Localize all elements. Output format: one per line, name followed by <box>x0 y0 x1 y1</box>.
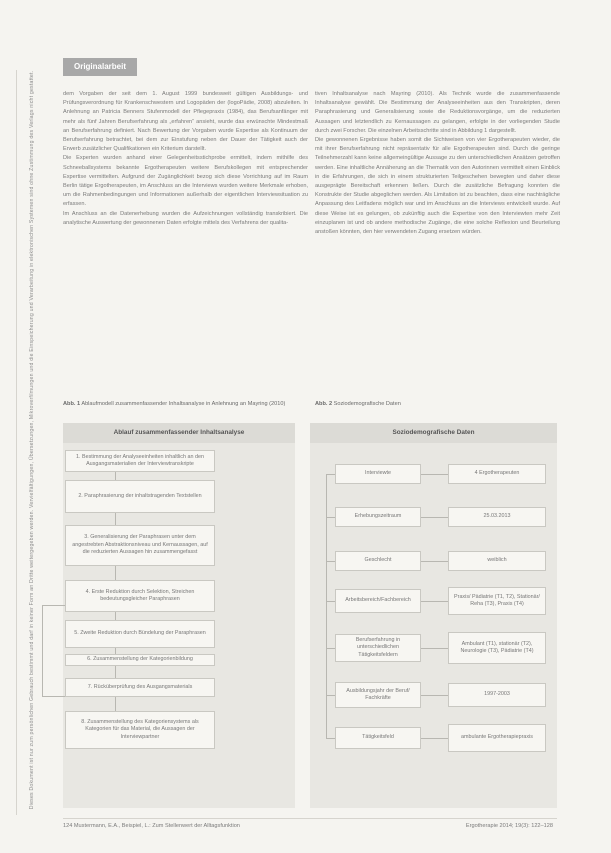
figure-label: Abb. 1 <box>63 401 81 407</box>
feedback-loop <box>42 696 65 697</box>
footer-rule <box>63 818 557 819</box>
flow-connector <box>115 513 116 525</box>
footer-journal: Ergotherapie 2014; 19(3): 122–128 <box>465 823 553 829</box>
demographic-value: 1997-2003 <box>448 683 546 707</box>
flowchart-title: Ablauf zusammenfassender Inhaltsanalyse <box>63 423 295 443</box>
demographic-label: Tätigkeitsfeld <box>335 727 421 749</box>
demographic-value: weiblich <box>448 551 546 571</box>
demographic-label: Interviewte <box>335 464 421 484</box>
demographic-label: Erhebungszeitraum <box>335 507 421 527</box>
figure-caption-2 <box>315 400 555 408</box>
demographic-value: 4 Ergotherapeuten <box>448 464 546 484</box>
flow-step-3: 3. Generalisierung der Paraphrasen unter dem angestrebten Abstraktionsniveau und Kernaussagen, auf die reduzierten Aussagen hin zusammengefasst <box>65 525 215 566</box>
figure-label: Abb. 2 <box>315 401 333 407</box>
body-column-left <box>63 90 308 228</box>
paragraph: Die Experten wurden anhand einer Gelegenheitsstichprobe ermittelt, indem mithilfe des Schneeballsystems bekannte Ergotherapeuten weitere Berufskollegen mit entsprechender Expertise vermittelten. Aufgrund der Zugänglichkeit bezog sich diese Vorrichtung auf im Raum Berlin tätige Ergotherapeuten, im Anschluss an die Interviews wurden weitere Merkmale erhoben, um die Rahmenbedingungen und Informationen außerhalb der eigentlichen Interviewsituation zu erfassen. <box>63 155 308 208</box>
demographic-value: 25.03.2013 <box>448 507 546 527</box>
section-tag: Originalarbeit <box>63 58 137 76</box>
feedback-loop <box>42 605 65 606</box>
body-column-right <box>315 90 560 237</box>
paragraph: dem Vorgaben der seit dem 1. August 1999 bundesweit gültigen Ausbildungs- und Prüfungsverordnung für Krankenschwestern und Logopäden der (logoPädie, 2008) abzuleiten. In Anlehnung an Patricia Benners Stufenmodell der Pflegepraxis (1984), das Berufsanfänger mit mehr als fünf Jahren Berufserfahrung als „erfahren“ ansieht, wurde das erwünschte Mindestmaß an Berufserfahrung definiert. Nach Bewertung der Vorgaben wurde Expertise als Kontinuum der Berufserfahrung betrachtet, bei dem zur Einstufung neben der Dauer der Tätigkeit auch der Erwerb zusätzlicher Qualifikationen ein Kriterium darstellt. <box>63 91 308 153</box>
demographic-value: ambulante Ergotherapiepraxis <box>448 724 546 752</box>
flow-step-4: 4. Erste Reduktion durch Selektion, Streichen bedeutungsgleicher Paraphrasen <box>65 580 215 612</box>
flow-connector <box>115 472 116 480</box>
flow-step-1: 1. Bestimmung der Analyseeinheiten inhaltlich an den Ausgangsmaterialien der Interviewtranskripte <box>65 450 215 472</box>
flow-step-8: 8. Zusammenstellung des Kategoriensystems als Kategorien für das Material, die Aussagen der Interviewpartner <box>65 711 215 749</box>
flow-step-5: 5. Zweite Reduktion durch Bündelung der Paraphrasen <box>65 620 215 648</box>
table-spine <box>326 474 327 738</box>
flow-connector <box>115 666 116 678</box>
demographics-title: Soziodemografische Daten <box>310 423 557 443</box>
flow-connector <box>115 566 116 580</box>
copyright-notice: Dieses Dokument ist nur zum persönlichen Gebrauch bestimmt und darf in keiner Form an Dritte weitergegeben werden. Vervielfältigungen, Übersetzungen, Mikroverfilmungen und die Einspeicherung und Verarbeitung in elektronischen Systemen sind ohne Zustimmung des Verlags nicht gestattet. <box>29 70 35 810</box>
figure-caption-text: Soziodemografische Daten <box>333 401 401 407</box>
paragraph: Die gewonnenen Ergebnisse haben somit die Sichtweisen von vier Ergotherapeuten wieder, die mit ihrer Berufserfahrung nicht repräsentativ für alle Ergotherapeuten sind. Durch die geringe Teilnehmerzahl kann keine allgemeingültige Aussage zu den unterschiedlichen Ansätzen getroffen werden. Eine inhaltliche Annäherung an die Thematik von den Autorinnen vermittelt einen Einblick in die Erfahrungen, die sich in einem strukturierten Teilgeschehen bewegten und daher diese ausgeprägte Bereitschaft erkennen ließen. Durch die zusätzliche Befragung konnten die Konstrukte der Studie abgeglichen werden. Als Limitation ist zu beachten, dass eine nachträgliche Anpassung des Leitfadens möglich war und im Anschluss an die Interviews entwickelt wurde. Auf diese Weise ist es gelungen, ob zukünftig auch die Expertise von den Interviewten mehr Zeit einzuplanen ist und ob andere methodische Zugänge, die eine solche Reflexion und Beurteilung anstoßen könnten, den hier verwendeten Zugang ersetzen würden. <box>315 137 560 236</box>
figure-caption-text: Ablaufmodell zusammenfassender Inhaltsanalyse in Anlehnung an Mayring (2010) <box>81 401 286 407</box>
flow-step-6: 6. Zusammenstellung der Kategorienbildung <box>65 654 215 666</box>
flow-step-2: 2. Paraphrasierung der inhaltstragenden Textstellen <box>65 480 215 513</box>
margin-rule <box>16 70 17 815</box>
demographic-label: Berufserfahrung in unterschiedlichen Tätigkeitsfeldern <box>335 634 421 662</box>
flow-connector <box>115 612 116 620</box>
demographic-label: Geschlecht <box>335 551 421 571</box>
footer-citation: 124 Mustermann, E.A., Beispiel, L.: Zum Stellenwert der Alltagsfunktion <box>63 823 240 829</box>
demographic-value: Ambulant (T1), stationär (T2), Neurologie (T3), Pädiatrie (T4) <box>448 632 546 664</box>
demographic-label: Arbeitsbereich/Fachbereich <box>335 589 421 613</box>
paragraph: tiven Inhaltsanalyse nach Mayring (2010). Als Technik wurde die zusammenfassende Inhaltsanalyse gewählt. Die Bestimmung der Analyseeinheiten aus den Transkripten, deren Paraphrasierung und Generalisierung sowie die Reduktionsvorgänge, um die reduzierten Aussagen und letztendlich zu Kernaussagen zu gelangen, erfolgte in der vorliegenden Studie durch zwei Forscher. Die einzelnen Arbeitsschritte sind in Abbildung 1 dargestellt. <box>315 91 560 134</box>
flow-step-7: 7. Rücküberprüfung des Ausgangsmaterials <box>65 678 215 697</box>
paragraph: Im Anschluss an die Datenerhebung wurden die Aufzeichnungen vollständig transkribiert. Die analytische Auswertung der gewonnenen Daten erfolgte mittels des Verfahrens der qualita- <box>63 210 308 226</box>
demographic-label: Ausbildungsjahr der Beruf/ Fachkräfte <box>335 682 421 708</box>
demographic-value: Praxis/ Pädiatrie (T1, T2), Stationär/ Reha (T3), Praxis (T4) <box>448 587 546 615</box>
flow-connector <box>115 697 116 711</box>
feedback-loop <box>42 605 43 696</box>
figure-caption-1 <box>63 400 303 408</box>
